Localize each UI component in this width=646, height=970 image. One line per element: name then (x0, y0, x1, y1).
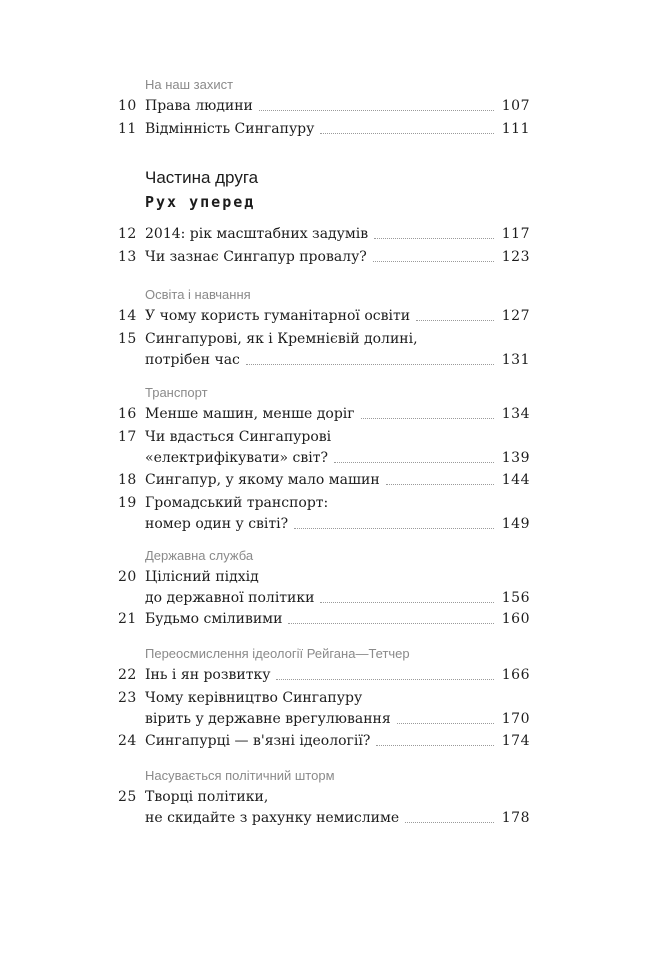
section-heading: Освіта і навчання (145, 287, 251, 302)
page-number: 111 (501, 121, 530, 137)
page-number: 131 (501, 352, 530, 368)
page-number: 134 (501, 406, 530, 422)
chapter-title: Будьмо сміливими (145, 611, 283, 627)
dot-leader (361, 418, 494, 419)
chapter-title: Інь і ян розвитку (145, 667, 271, 683)
page-number: 123 (501, 249, 530, 265)
page-number: 166 (501, 667, 530, 683)
chapter-number: 12 (118, 226, 137, 242)
chapter-title-continued: потрібен час (145, 352, 240, 368)
page-number: 127 (501, 308, 530, 324)
chapter-number: 17 (118, 429, 137, 445)
chapter-title: Відмінність Сингапуру (145, 121, 315, 137)
chapter-number: 10 (118, 98, 137, 114)
dot-leader (376, 745, 494, 746)
dot-leader (334, 462, 494, 463)
chapter-title-continued: вірить у державне врегулювання (145, 711, 391, 727)
chapter-title-continued: до державної політики (145, 590, 315, 606)
section-heading: Переосмислення ідеології Рейгана—Тетчер (145, 646, 410, 661)
chapter-title: У чому користь гуманітарної освіти (145, 308, 411, 324)
chapter-number: 16 (118, 406, 137, 422)
page-number: 178 (501, 810, 530, 826)
dot-leader (259, 110, 494, 111)
section-heading: Транспорт (145, 385, 208, 400)
chapter-number: 22 (118, 667, 137, 683)
section-heading: Насувається політичний шторм (145, 768, 335, 783)
dot-leader (397, 723, 494, 724)
page-number: 160 (501, 611, 530, 627)
part-title: Частина друга (145, 168, 259, 187)
chapter-title: Права людини (145, 98, 253, 114)
chapter-title: Сингапур, у якому мало машин (145, 472, 380, 488)
chapter-title: Цілісний підхід (145, 569, 259, 585)
page-number: 170 (501, 711, 530, 727)
chapter-title: 2014: рік масштабних задумів (145, 226, 369, 242)
part-subtitle: Рух уперед (145, 193, 256, 211)
dot-leader (288, 623, 494, 624)
page-number: 107 (501, 98, 530, 114)
chapter-number: 21 (118, 611, 137, 627)
page-number: 139 (501, 450, 530, 466)
dot-leader (276, 679, 494, 680)
dot-leader (386, 484, 494, 485)
chapter-title: Чи зазнає Сингапур провалу? (145, 249, 367, 265)
chapter-title-continued: «електрифікувати» світ? (145, 450, 329, 466)
dot-leader (405, 822, 494, 823)
chapter-title: Громадський транспорт: (145, 495, 329, 511)
dot-leader (246, 364, 494, 365)
section-heading: Державна служба (145, 548, 254, 563)
chapter-title: Чи вдасться Сингапурові (145, 429, 332, 445)
chapter-number: 13 (118, 249, 137, 265)
dot-leader (320, 133, 494, 134)
dot-leader (374, 238, 494, 239)
section-heading: На наш захист (145, 77, 234, 92)
chapter-title: Сингапурці — в'язні ідеології? (145, 733, 371, 749)
dot-leader (373, 261, 494, 262)
dot-leader (416, 320, 494, 321)
page-number: 117 (501, 226, 530, 242)
chapter-title: Творці політики, (145, 789, 269, 805)
chapter-number: 24 (118, 733, 137, 749)
page-number: 149 (501, 516, 530, 532)
chapter-number: 14 (118, 308, 137, 324)
chapter-number: 19 (118, 495, 137, 511)
chapter-title-continued: не скидайте з рахунку немислиме (145, 810, 400, 826)
chapter-number: 18 (118, 472, 137, 488)
dot-leader (294, 528, 494, 529)
chapter-title: Чому керівництво Сингапуру (145, 690, 363, 706)
chapter-number: 25 (118, 789, 137, 805)
chapter-number: 20 (118, 569, 137, 585)
chapter-number: 15 (118, 331, 137, 347)
chapter-number: 23 (118, 690, 137, 706)
chapter-title-continued: номер один у світі? (145, 516, 289, 532)
page-number: 174 (501, 733, 530, 749)
chapter-number: 11 (118, 121, 137, 137)
chapter-title: Сингапурові, як і Кремнієвій долині, (145, 331, 418, 347)
page-number: 156 (501, 590, 530, 606)
chapter-title: Менше машин, менше доріг (145, 406, 355, 422)
page-number: 144 (501, 472, 530, 488)
dot-leader (320, 602, 494, 603)
